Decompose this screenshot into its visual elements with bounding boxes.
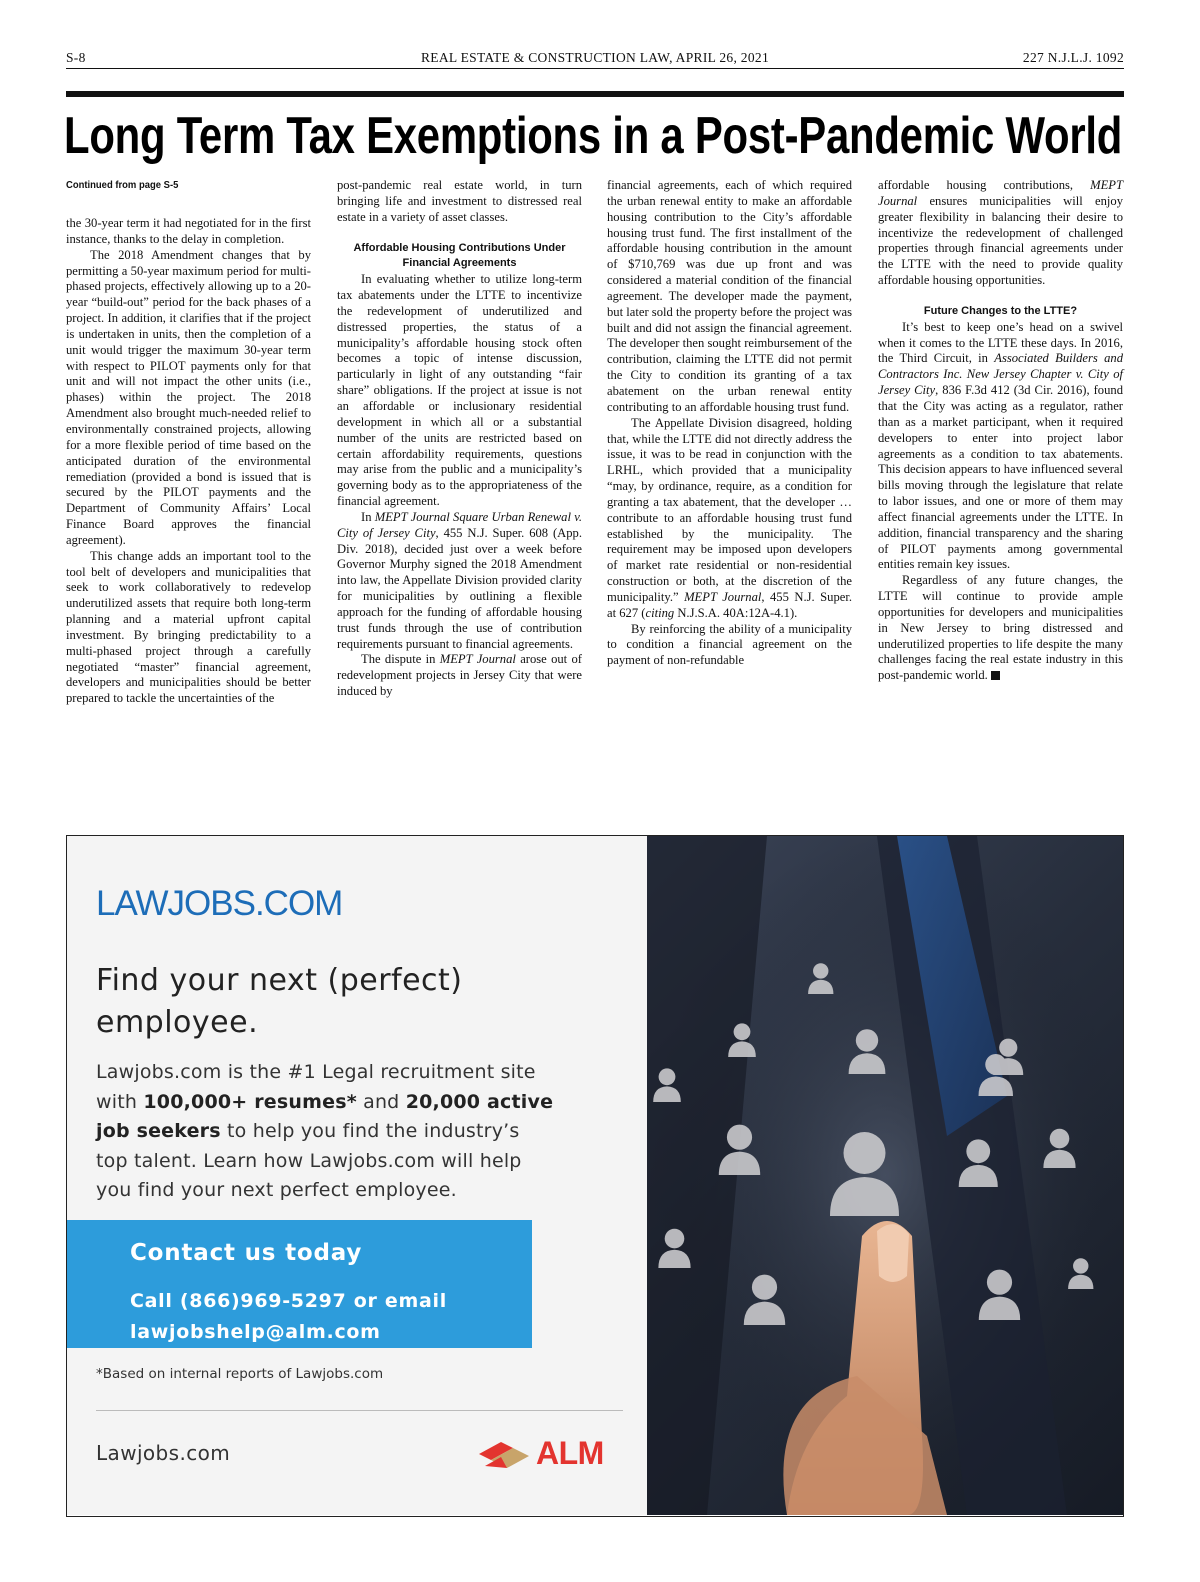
case-name: Associated Builders and Contractors Inc. New Jersey Chapter v. City of Jersey City xyxy=(878,351,1123,398)
section-subhead: Affordable Housing Contributions Under Financial Agreements xyxy=(353,241,566,270)
case-name: MEPT Journal Square Urban Renewal v. City of Jersey City xyxy=(337,509,583,540)
case-name: MEPT Journal xyxy=(684,589,762,604)
end-mark-icon xyxy=(991,671,1000,680)
contact-email-link[interactable]: lawjobshelp@alm.com xyxy=(130,1321,381,1343)
article-column-1 xyxy=(66,178,311,774)
section-subhead: Future Changes to the LTTE? xyxy=(923,304,1078,317)
continued-note: Continued from page S-5 xyxy=(66,179,179,191)
alm-logo[interactable]: ALM xyxy=(477,1436,533,1470)
person-network-icon xyxy=(647,836,1123,1515)
paragraph: This change adds an important tool to the tool belt of developers and municipalities that seek to work collaboratively to redevelop underutilized assets that require both long-term planning and a material upfront capital investment. By bringing predictability to a multi-phased project through a carefully negotiated “master” financial agreement, developers and municipalities should be better prepared to tackle the uncertainties of the xyxy=(66,548,311,706)
page-header xyxy=(66,50,1124,68)
publication-line: REAL ESTATE & CONSTRUCTION LAW, APRIL 26, 2021 xyxy=(420,50,770,65)
header-rule xyxy=(66,68,1124,69)
article-column-2 xyxy=(337,178,582,774)
ad-text-panel xyxy=(67,836,647,1515)
page-number: S-8 xyxy=(66,50,86,65)
paragraph: The Appellate Division disagreed, holding that, while the LTTE did not directly address the issue, it was to be read in conjunction with the LRHL, which provided that a municipality “may, by ordinance, require, as a condition for granting a tax abatement, that the developer … contribute to an affordable housing trust fund established by the municipality. The requirement may be imposed upon developers of market rate residential or non-residential construction or both, at the discretion of the municipality.” MEPT Journal, 455 N.J. Super. at 627 (citing N.J.S.A. 40A:12A-4.1). xyxy=(607,415,852,620)
article-column-3 xyxy=(607,178,852,774)
headline-rule xyxy=(66,91,1124,97)
citation: 227 N.J.L.J. 1092 xyxy=(1022,50,1124,65)
paragraph: In evaluating whether to utilize long-term tax abatements under the LTTE to incentivize the redevelopment of underutilized and distressed properties, the status of a municipality’s affordable housing stock often becomes a topic of intense discussion, particularly in light of any outstanding “fair share” obligations. If the project at issue is not an affordable or inclusionary residential development in which all or a substantial number of the units are restricted based on certain affordability requirements, questions may arise from the public and a municipality’s governing body as to the appropriateness of the financial agreement. xyxy=(337,272,582,509)
paragraph: affordable housing contributions, MEPT Journal ensures municipalities will enjoy greater flexibility in balancing their desire to incentivize the redevelopment of challenged properties through financial agreements under the LTTE with the need to provide quality affordable housing opportunities. xyxy=(878,178,1123,288)
site-link[interactable]: Lawjobs.com xyxy=(96,1441,231,1465)
paragraph: It’s best to keep one’s head on a swivel when it comes to the LTTE these days. In 2016, the Third Circuit, in Associated Builders and Contractors Inc. New Jersey Chapter v. City of Jersey City, 836 F.3d 412 (3d Cir. 2016), found that the City was acting as a regulator, rather than as a market participant, when it required developers to enter into project labor agreements as a condition to tax abatements. This decision appears to have influenced several bills moving through the legislature that relate to labor issues, and one or more of them may affect financial agreements under the LTTE. In addition, financial transparency and the sharing of PILOT payments among governmental entities remain key issues. xyxy=(878,319,1123,572)
paragraph: post-pandemic real estate world, in turn bringing life and investment to distressed real estate in a variety of asset classes. xyxy=(337,178,582,224)
paragraph: The dispute in MEPT Journal arose out of redevelopment projects in Jersey City that were induced by xyxy=(337,652,582,699)
article-headline: Long Term Tax Exemptions in a Post-Pandemic World xyxy=(64,107,1123,165)
paragraph: By reinforcing the ability of a municipality to condition a financial agreement on the payment of non-refundable xyxy=(607,621,852,668)
paragraph: The 2018 Amendment changes that by permitting a 50-year maximum period for multi-phased projects, effectively allowing up to a 20-year “build-out” period for the back phases of a project. In addition, it clarifies that if the project is undertaken in units, then the completion of a unit would trigger the maximum 30-year term with respect to PILOT payments only for that unit and will not impact the other units (i.e., phases) within the project. The 2018 Amendment also brought much-needed relief to environmentally constrained projects, allowing for a more flexible period of time based on the anticipated duration of the environmental remediation (provided a bond is issued that is secured by the PILOT payments and the Department of Community Affairs’ Local Finance Board approves the financial agreement). xyxy=(66,247,311,547)
ad-body: Lawjobs.com is the #1 Legal recruitment site with 100,000+ resumes* and 20,000 active job seekers to help you find the industry’s top talent. Learn how Lawjobs.com will help you find your next perfect employee. xyxy=(96,1061,554,1201)
ad-divider xyxy=(96,1410,623,1411)
article-column-4 xyxy=(878,178,1123,774)
paragraph: Regardless of any future changes, the LTTE will continue to provide ample opportunities for developers and municipalities in New Jersey to bring distressed and underutilized properties to life despite the many challenges facing the real estate industry in this post-pandemic world. xyxy=(878,573,1123,683)
lawjobs-advertisement[interactable] xyxy=(66,835,1124,1517)
lawjobs-logo[interactable]: LAWJOBS.COM xyxy=(96,884,343,923)
ad-photo xyxy=(647,836,1123,1515)
paragraph: financial agreements, each of which required the urban renewal entity to make an affordable housing contribution to the City’s affordable housing trust fund. The first installment of the affordable housing contribution in the amount of $710,769 was due up front and was considered a material condition of the financial agreement. The developer made the payment, but later sold the property before the project was built and did not assign the financial agreement. The developer then sought reimbursement of the contribution, claiming the LTTE did not permit the City to condition its granting of a tax abatement on the urban renewal entity contributing to an affordable housing trust fund. xyxy=(607,178,852,414)
ad-headline: Find your next (perfect) employee. xyxy=(96,963,463,1040)
case-name: MEPT Journal xyxy=(439,652,516,667)
ad-footnote: *Based on internal reports of Lawjobs.com xyxy=(96,1366,384,1382)
paragraph: the 30-year term it had negotiated for in the first instance, thanks to the delay in completion. xyxy=(66,216,311,246)
contact-phone[interactable]: Call (866)969-5297 or email xyxy=(130,1290,447,1312)
alm-mark-icon xyxy=(477,1436,533,1470)
contact-box[interactable] xyxy=(67,1220,532,1348)
contact-title: Contact us today xyxy=(130,1240,363,1266)
paragraph: In MEPT Journal Square Urban Renewal v. City of Jersey City, 455 N.J. Super. 608 (App. Div. 2018), decided just over a week before Governor Murphy signed the 2018 Amendment into law, the Appellate Division provided clarity for municipalities by outlining a flexible approach for the funding of affordable housing trust funds through the use of contribution requirements pursuant to financial agreements. xyxy=(337,509,583,651)
case-name: MEPT Journal xyxy=(878,178,1123,208)
